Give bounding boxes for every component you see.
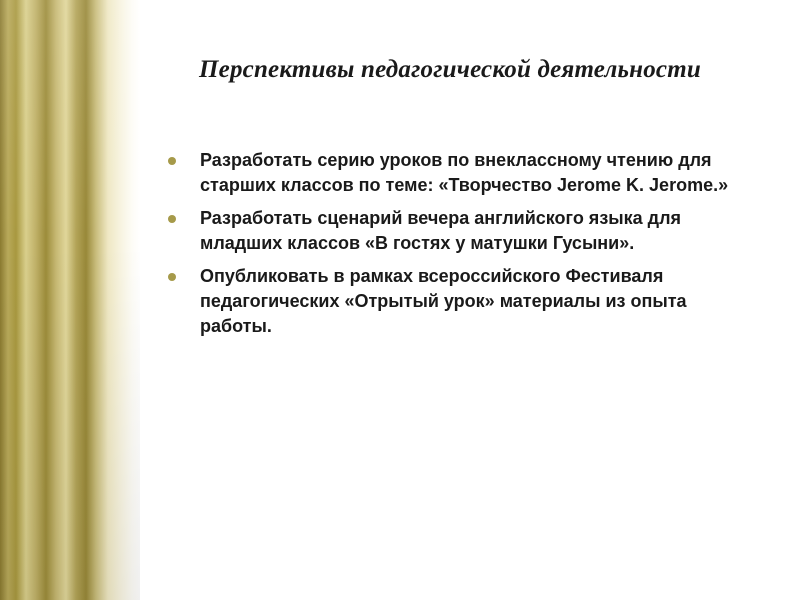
bullet-text: Разработать сценарий вечера английского языка для младших классов «В гостях у матушки Гусыни». — [200, 208, 682, 253]
bullet-item — [168, 206, 758, 256]
slide-title: Перспективы педагогической деятельности — [199, 56, 701, 83]
bullet-text: Разработать серию уроков по внеклассному чтению для старших классов по теме: «Творчество Jerome K. Jerome.» — [200, 150, 729, 195]
bullet-list — [168, 148, 758, 347]
bullet-item — [168, 148, 758, 198]
curtain-shading — [0, 0, 140, 600]
bullet-dot-icon — [168, 273, 176, 281]
bullet-item — [168, 264, 758, 339]
bullet-dot-icon — [168, 215, 176, 223]
bullet-text: Опубликовать в рамках всероссийского Фестиваля педагогических «Отрытый урок» материалы из опыта работы. — [200, 266, 687, 336]
bullet-dot-icon — [168, 157, 176, 165]
